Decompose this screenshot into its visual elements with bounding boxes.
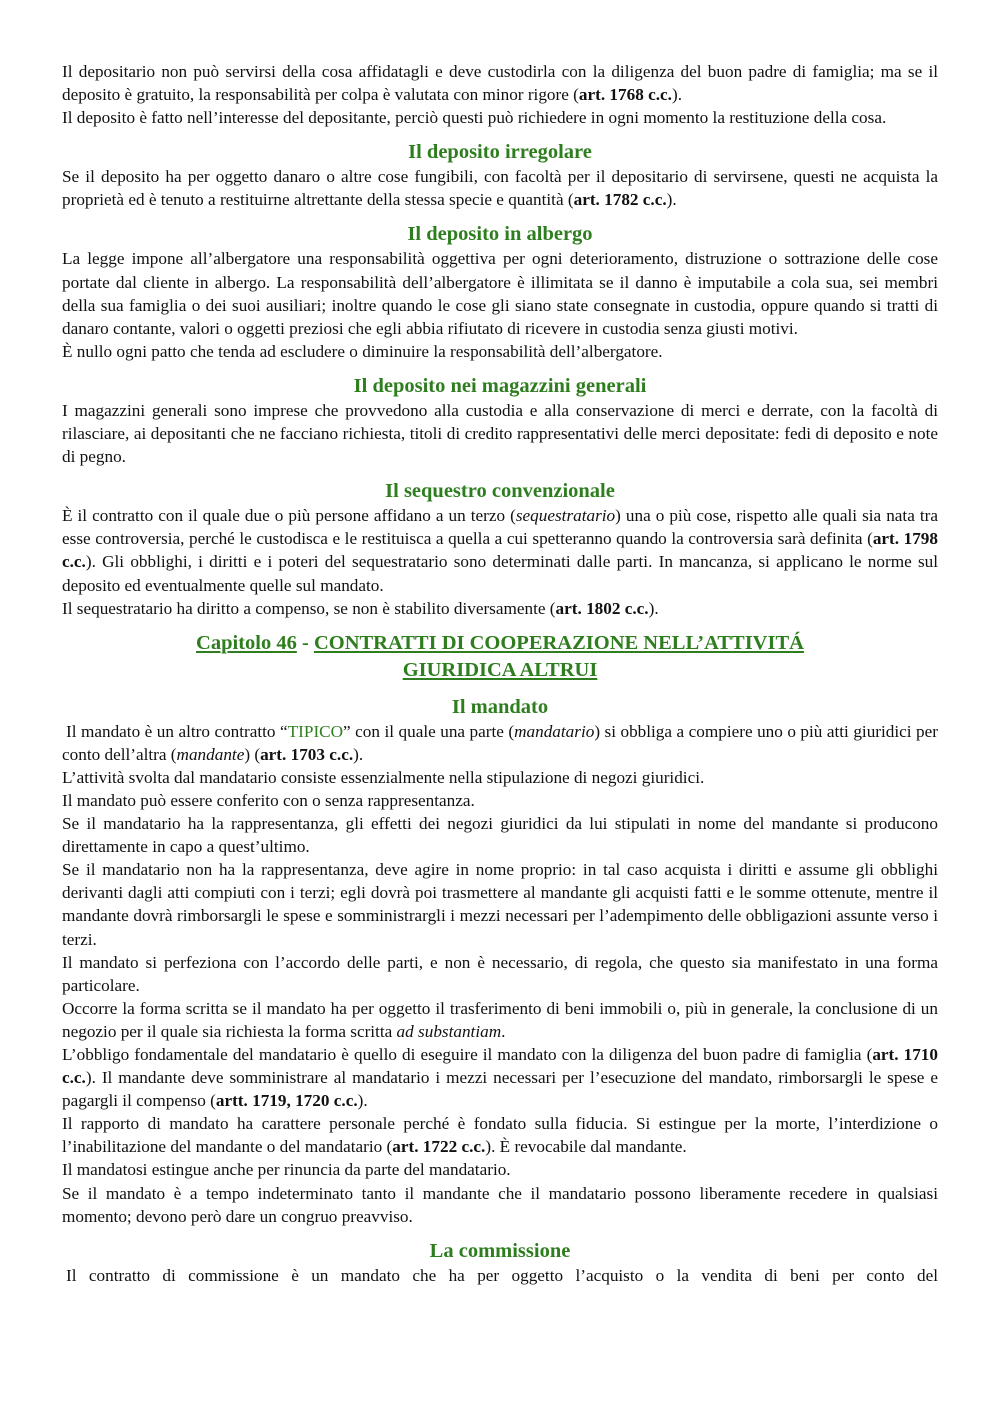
section-heading-sequestro: Il sequestro convenzionale <box>385 480 615 503</box>
deposito-albergo-paragraph-1: La legge impone all’albergatore una responsabilità oggettiva per ogni deterioramento, distruzione o sottrazione delle cose portate dal cliente in albergo. La responsabilità dell’albergatore è illimitata se il danno è imputabile a cola sua, sei membri della sua famiglia o dei suoi ausiliari; inoltre quando le cose gli siano state consegnate in custodia, oppure quando si tratti di danaro contante, valori o oggetti preziosi che egli abbia rifiutato di ricevere in custodia senza giusti motivi. <box>62 249 938 338</box>
chapter-number: Capitolo 46 <box>196 631 297 654</box>
italic-term: ad substantiam <box>396 1021 502 1041</box>
article-reference: art. 1782 c.c. <box>573 190 667 210</box>
mandato-paragraph-10: Il mandatosi estingue anche per rinuncia da parte del mandatario. <box>62 1160 511 1180</box>
magazzini-generali-paragraph: I magazzini generali sono imprese che provvedono alla custodia e alla conservazione di merci e derrate, con la facoltà di rilasciare, ai depositanti che ne facciano richiesta, titoli di credito rappresentativi delle merci depositate: fedi di deposito e note di pegno. <box>62 400 938 467</box>
mandato-paragraph-6: Il mandato si perfeziona con l’accordo delle parti, e non è necessario, di regola, che questo sia manifestato in una forma particolare. <box>62 952 938 995</box>
deposito-albergo-paragraph-2: È nullo ogni patto che tenda ad escludere o diminuire la responsabilità dell’albergatore. <box>62 341 663 361</box>
section-heading-deposito-albergo: Il deposito in albergo <box>407 223 593 246</box>
section-heading-commissione: La commissione <box>429 1239 571 1262</box>
chapter-separator: - <box>296 631 314 654</box>
italic-term: mandante <box>176 744 245 764</box>
mandato-paragraph-9: Il rapporto di mandato ha carattere personale perché è fondato sulla fiducia. Si estingue per la morte, l’interdizione o l’inabilitazione del mandante o del mandatario (art. 1722 c.c.). È revocabile dal mandante. <box>62 1114 938 1157</box>
section-heading-magazzini-generali: Il deposito nei magazzini generali <box>353 374 647 397</box>
mandato-paragraph-1: Il mandato è un altro contratto “TIPICO” con il quale una parte (mandatario) si obbliga a compiere uno o più atti giuridici per conto dell’altra (mandante) (art. 1703 c.c.). <box>62 721 938 764</box>
chapter-title-line-2: GIURIDICA ALTRUI <box>402 658 598 681</box>
section-heading-mandato: Il mandato <box>451 695 549 718</box>
mandato-paragraph-2: L’attività svolta dal mandatario consiste essenzialmente nella stipulazione di negozi giuridici. <box>62 767 705 787</box>
sequestro-paragraph-1: È il contratto con il quale due o più persone affidano a un terzo (sequestratario) una o più cose, rispetto alle quali sia nata tra esse controversia, perché le custodisca e le restituisca a quella a cui spetteranno quando la controversia sarà definita (art. 1798 c.c.). Gli obblighi, i diritti e i poteri del sequestratario sono determinati dalle parti. In mancanza, si applicano le norme sul deposito ed eventualmente quelle sul mandato. <box>62 506 938 595</box>
article-reference: art. 1722 c.c. <box>392 1137 486 1157</box>
article-reference: art. 1798 c.c. <box>62 529 938 572</box>
mandato-paragraph-8: L’obbligo fondamentale del mandatario è quello di eseguire il mandato con la diligenza del buon padre di famiglia (art. 1710 c.c.). Il mandante deve somministrare al mandatario i mezzi necessari per l’esecuzione del mandato, rimborsargli le spese e pagargli il compenso (artt. 1719, 1720 c.c.). <box>62 1045 938 1111</box>
article-reference: art. 1703 c.c. <box>260 744 354 764</box>
mandato-paragraph-4: Se il mandatario ha la rappresentanza, gli effetti dei negozi giuridici da lui stipulati in nome del mandante si producono direttamente in capo a quest’ultimo. <box>62 814 938 857</box>
section-heading-deposito-irregolare: Il deposito irregolare <box>408 141 592 164</box>
highlighted-term: TIPICO <box>287 721 344 741</box>
article-reference: art. 1802 c.c. <box>555 598 649 618</box>
deposito-irregolare-paragraph: Se il deposito ha per oggetto danaro o altre cose fungibili, con facoltà per il depositario di servirsene, questi ne acquista la proprietà ed è tenuto a restituirne altrettante della stessa specie e quantità (art. 1782 c.c.). <box>62 167 938 210</box>
mandato-paragraph-11: Se il mandato è a tempo indeterminato tanto il mandante che il mandatario possono liberamente recedere in qualsiasi momento; devono però dare un congruo preavviso. <box>62 1183 938 1226</box>
article-reference: artt. 1719, 1720 c.c. <box>215 1091 358 1111</box>
chapter-heading <box>62 630 938 684</box>
italic-term: mandatario <box>514 721 595 741</box>
intro-paragraph-2: Il deposito è fatto nell’interesse del depositante, perciò questi può richiedere in ogni momento la restituzione della cosa. <box>62 108 887 128</box>
article-reference: art. 1710 c.c. <box>62 1045 938 1088</box>
mandato-paragraph-3: Il mandato può essere conferito con o senza rappresentanza. <box>62 790 475 810</box>
commissione-paragraph-1: Il contratto di commissione è un mandato che ha per oggetto l’acquisto o la vendita di beni per conto del <box>66 1265 938 1285</box>
chapter-title-line-1: CONTRATTI DI COOPERAZIONE NELL’ATTIVITÁ <box>313 631 804 654</box>
italic-term: sequestratario <box>515 506 616 526</box>
mandato-paragraph-7: Occorre la forma scritta se il mandato ha per oggetto il trasferimento di beni immobili o, più in generale, la conclusione di un negozio per il quale sia richiesta la forma scritta ad substantiam. <box>62 998 938 1041</box>
sequestro-paragraph-2: Il sequestratario ha diritto a compenso, se non è stabilito diversamente (art. 1802 c.c.). <box>62 598 659 618</box>
article-reference: art. 1768 c.c. <box>578 85 672 105</box>
intro-paragraph-1: Il depositario non può servirsi della cosa affidatagli e deve custodirla con la diligenza del buon padre di famiglia; ma se il deposito è gratuito, la responsabilità per colpa è valutata con minor rigore (art. 1768 c.c.). <box>62 62 938 105</box>
mandato-paragraph-5: Se il mandatario non ha la rappresentanza, deve agire in nome proprio: in tal caso acquista i diritti e assume gli obblighi derivanti dagli atti compiuti con i terzi; egli dovrà poi trasmettere al mandante gli acquisti fatti e le somme ottenute, mentre il mandante dovrà rimborsargli le spese e somministrargli i mezzi necessari per l’adempimento delle obbligazioni assunte verso i terzi. <box>62 860 938 949</box>
